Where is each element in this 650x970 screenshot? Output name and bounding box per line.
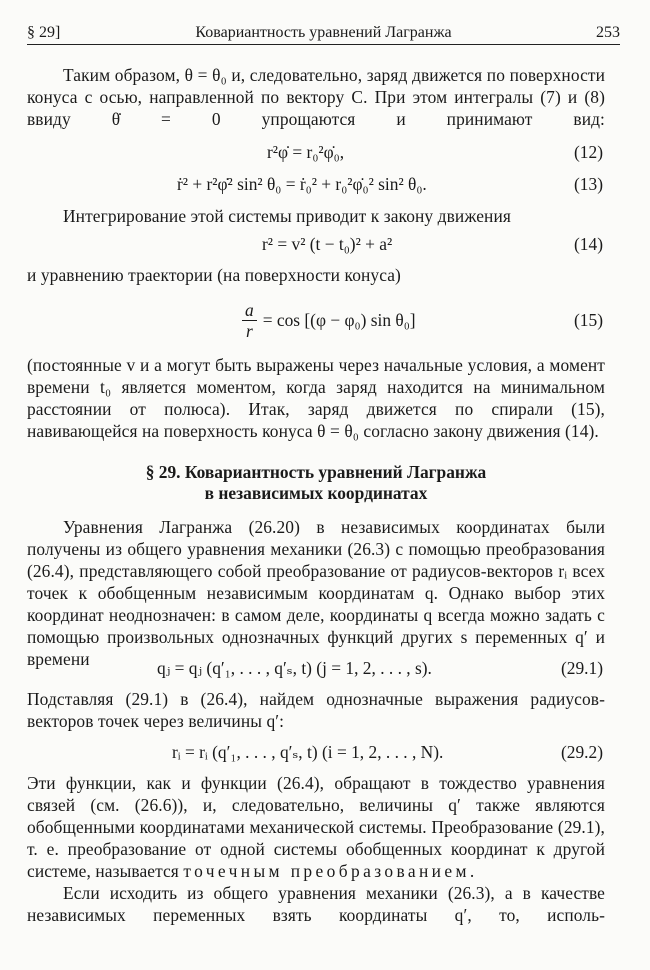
equation-29-2-number: (29.2): [560, 742, 603, 762]
paragraph-substitution: Подставляя (29.1) в (26.4), найдем однозначные выражения радиусов-векторов точек через величины q′:: [27, 689, 605, 731]
equation-29-1: [27, 656, 605, 682]
equation-12: [27, 140, 605, 166]
header-section-ref: § 29]: [27, 24, 61, 41]
section-heading-line2: в независимых координатах: [204, 483, 428, 503]
equation-12-number: (12): [574, 142, 603, 162]
section-heading-line1: § 29. Ковариантность уравнений Лагранжа: [145, 462, 487, 482]
section-heading: [27, 462, 605, 504]
equation-29-1-number: (29.1): [560, 658, 603, 678]
paragraph-point-transformation-text: Эти функции, как и функции (26.4), обращают в тождество уравнения связей (см. (26.6)), и, следовательно, величины q′ также являются обобщенными координатами механической системы. Преобразование (29.1), т. е. преобразование от одной системы обобщенных координат к другой системе, называется: [27, 773, 605, 881]
paragraph-point-transformation: [27, 772, 605, 882]
equation-12-body: r²φ̇ = r₀²φ̇₀,: [267, 142, 345, 162]
equation-15-numerator: a: [242, 300, 257, 321]
paragraph-lagrange: Уравнения Лагранжа (26.20) в независимых координатах были получены из общего уравнения механики (26.3) с помощью преобразования (26.4), представляющего собой преобразование от радиусов-векторов rᵢ всех точек к обобщенным независимым координатам q. Однако выбор этих координат неоднозначен: в самом деле, координаты q всегда можно задать с помощью произвольных однозначных функций других s переменных q′ и времени: [27, 517, 605, 669]
paragraph-general-equation: Если исходить из общего уравнения механики (26.3), а в качестве независимых переменных взять координаты q′, то, исполь-: [27, 883, 605, 925]
equation-13-number: (13): [574, 174, 603, 194]
equation-13-body: ṙ² + r²φ̇² sin² θ₀ = ṙ₀² + r₀²φ̇₀² sin² θ₀.: [177, 174, 427, 194]
equation-15: [27, 300, 605, 344]
running-header: [27, 18, 620, 45]
equation-15-rhs: = cos [(φ − φ₀) sin θ₀]: [262, 310, 416, 330]
equation-15-number: (15): [574, 310, 603, 330]
equation-14-number: (14): [574, 234, 603, 254]
equation-15-fraction: [242, 300, 257, 341]
equation-29-1-body: qⱼ = qⱼ (q′₁, . . . , q′ₛ, t) (j = 1, 2, . . . , s).: [157, 658, 432, 678]
equation-13: [27, 172, 605, 198]
page-number: 253: [596, 24, 620, 41]
equation-29-2-body: rᵢ = rᵢ (q′₁, . . . , q′ₛ, t) (i = 1, 2, . . . , N).: [172, 742, 444, 762]
equation-29-2: [27, 740, 605, 766]
term-point-transformation: точечным преобразованием.: [183, 861, 478, 881]
paragraph-integration: Интегрирование этой системы приводит к закону движения: [63, 206, 511, 226]
paragraph-spiral: (постоянные v и a могут быть выражены через начальные условия, а момент времени t₀ является моментом, когда заряд находится на минимальном расстоянии от полюса). Итак, заряд движется по спирали (15), навивающейся на поверхность конуса θ = θ₀ согласно закону движения (14).: [27, 355, 605, 441]
equation-15-denominator: r: [245, 321, 253, 341]
paragraph-cone-motion: Таким образом, θ = θ₀ и, следовательно, заряд движется по поверхности конуса с осью, направленной по вектору C. При этом интегралы (7) и (8) ввиду θ̇ = 0 упрощаются и принимают вид:: [27, 65, 605, 129]
header-title: Ковариантность уравнений Лагранжа: [195, 24, 452, 41]
equation-14: [27, 232, 605, 258]
paragraph-trajectory: и уравнению траектории (на поверхности конуса): [27, 265, 401, 285]
equation-14-body: r² = v² (t − t₀)² + a²: [262, 234, 393, 254]
